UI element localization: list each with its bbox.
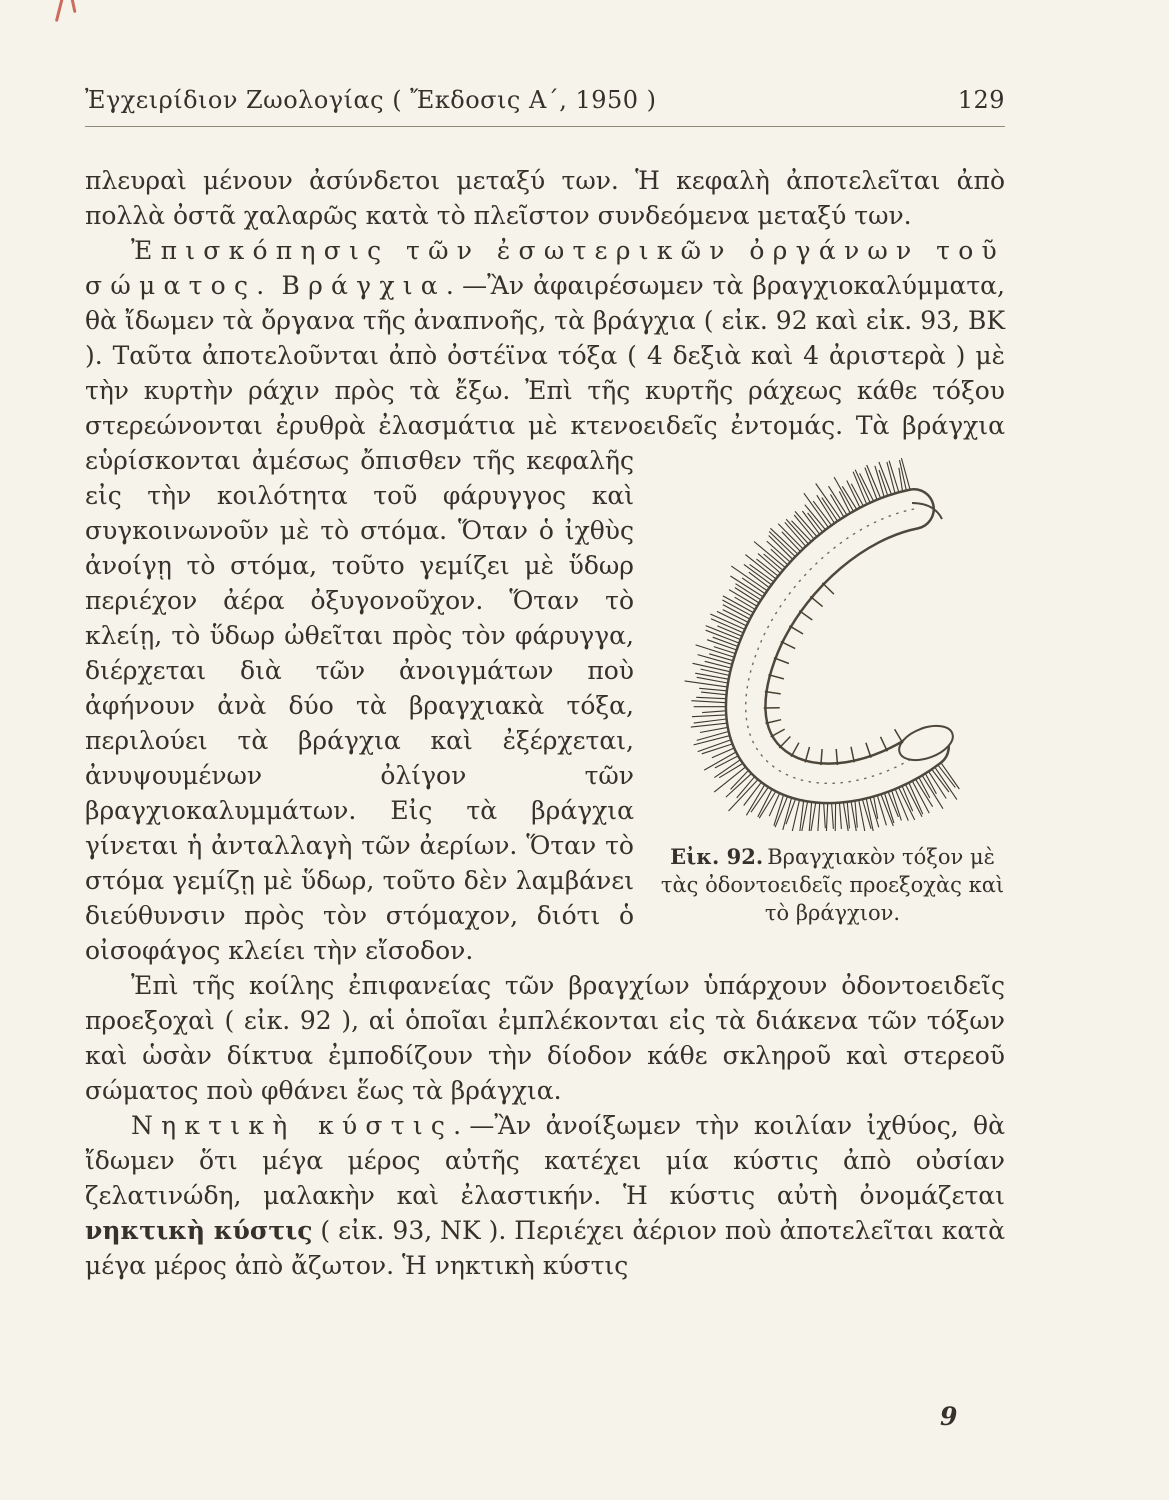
paragraph-text-start: —Ἂν ἀνοίξωμεν τὴν κοιλίαν ἰχθύος, θὰ ἴδωμεν ὅτι μέγα μέρος αὐτῆς κατέχει μία κύστις ἀπὸ οὐσίαν ζελατινώδη, μαλακὴν καὶ ἐλαστικήν. Ἡ κύστις αὐτὴ ὀνομάζεται — [85, 1111, 1005, 1210]
figure-caption-text: Βραγχιακὸν τόξον μὲ τὰς ὀδοντοειδεῖς προεξοχὰς καὶ τὸ βράγχιον. — [660, 845, 1005, 925]
page-header — [85, 86, 1005, 127]
subsection-heading-swim-bladder: Νηκτικὴ κύστις. — [131, 1111, 470, 1140]
figure-caption — [660, 843, 1005, 927]
paragraph-text: Ἐπὶ τῆς κοίλης ἐπιφανείας τῶν βραγχίων ὑπάρχουν ὀδοντοειδεῖς προεξοχαὶ ( εἰκ. 92 ), αἱ ὁποῖαι ἐμπλέκονται εἰς τὰ διάκενα τῶν τόξων καὶ ὡσὰν δίκτυα ἐμποδίζουν τὴν δίοδον κάθε σκληροῦ καὶ στερεοῦ σώματος ποὺ φθάνει ἕως τὰ βράγχια. — [85, 971, 1005, 1105]
body-text — [85, 163, 1005, 1283]
paragraph-overview-organs — [85, 233, 1005, 968]
figure-caption-label: Εἰκ. 92. — [670, 844, 764, 869]
bold-term-swim-bladder: νηκτικὴ κύστις — [85, 1216, 313, 1245]
figure-92 — [660, 453, 1005, 927]
page-number: 129 — [957, 86, 1005, 114]
paragraph-tooth-projections — [85, 968, 1005, 1108]
running-title: Ἐγχειρίδιον Ζωολογίας ( Ἔκδοσις Α΄, 1950 ) — [85, 86, 657, 114]
paragraph-swim-bladder — [85, 1108, 1005, 1283]
paragraph-text-beside-figure: τῆς κεφαλῆς εἰς τὴν κοιλότητα τοῦ φάρυγγος καὶ συγκοινωνοῦν μὲ τὸ στόμα. Ὅταν ὁ ἰχθὺς ἀνοίγῃ τὸ στόμα, τοῦτο γεμίζει μὲ ὕδωρ περιέχον ἀέρα ὀξυγονοῦχον. Ὅταν τὸ κλείῃ, τὸ ὕδωρ ὠθεῖται πρὸς τὸν φάρυγγα, διέρχεται διὰ τῶν ἀνοιγμάτων ποὺ ἀφήνουν ἀνὰ δύο τὰ βραγχιακὰ τόξα, περιλούει τὰ βράγχια καὶ ἐξέρχεται, ἀνυψουμένων ὀλίγον τῶν βραγχιοκαλυμμάτων. Εἰς τὰ βράγχια γίνεται ἡ ἀνταλλαγὴ τῶν ἀερίων. Ὅταν τὸ στόμα γεμίζῃ μὲ ὕδωρ, τοῦτο δὲν λαμβάνει διεύθυνσιν πρὸς τὸν στόμαχον, διότι ὁ οἰσοφάγος κλείει τὴν εἴσοδον. — [85, 446, 635, 965]
paragraph-continuation — [85, 163, 1005, 233]
paragraph-text-before-figure: —Ἂν ἀφαιρέσωμεν τὰ βραγχιοκαλύμματα, θὰ ἴδωμεν τὰ ὄργανα τῆς ἀναπνοῆς, τὰ βράγχια ( εἰκ. 92 καὶ εἰκ. 93, ΒΚ ). Ταῦτα ἀποτελοῦνται ἀπὸ ὀστέϊνα τόξα ( 4 δεξιὰ καὶ 4 ἀριστερὰ ) μὲ τὴν κυρτὴν ράχιν πρὸς τὰ ἔξω. Ἐπὶ τῆς κυρτῆς ράχεως κάθε τόξου στερεώνονται ἐρυθρὰ ἐλασμάτια μὲ κτενοειδεῖς ἐντομάς. Τὰ βράγχια εὑρίσκονται ἀμέσως ὄπισθεν — [85, 271, 1005, 475]
red-pen-mark — [50, 0, 90, 36]
paragraph-text-end: ( εἰκ. 93, ΝΚ ). Περιέχει ἀέριον ποὺ ἀποτελεῖται κατὰ μέγα μέρος ἀπὸ ἄζωτον. Ἡ νηκτικὴ κύστις — [85, 1216, 1005, 1280]
subsection-heading-gills: Βράγχια. — [281, 271, 463, 300]
section-heading: Ἐπισκόπησις τῶν ἐσωτερικῶν ὀργάνων τοῦ σώματος. — [85, 236, 1005, 300]
signature-number: 9 — [940, 1402, 958, 1431]
gill-arch-illustration — [668, 453, 998, 831]
paragraph-text: πλευραὶ μένουν ἀσύνδετοι μεταξύ των. Ἡ κεφαλὴ ἀποτελεῖται ἀπὸ πολλὰ ὀστᾶ χαλαρῶς κατὰ τὸ πλεῖστον συνδεόμενα μεταξύ των. — [85, 166, 1005, 230]
